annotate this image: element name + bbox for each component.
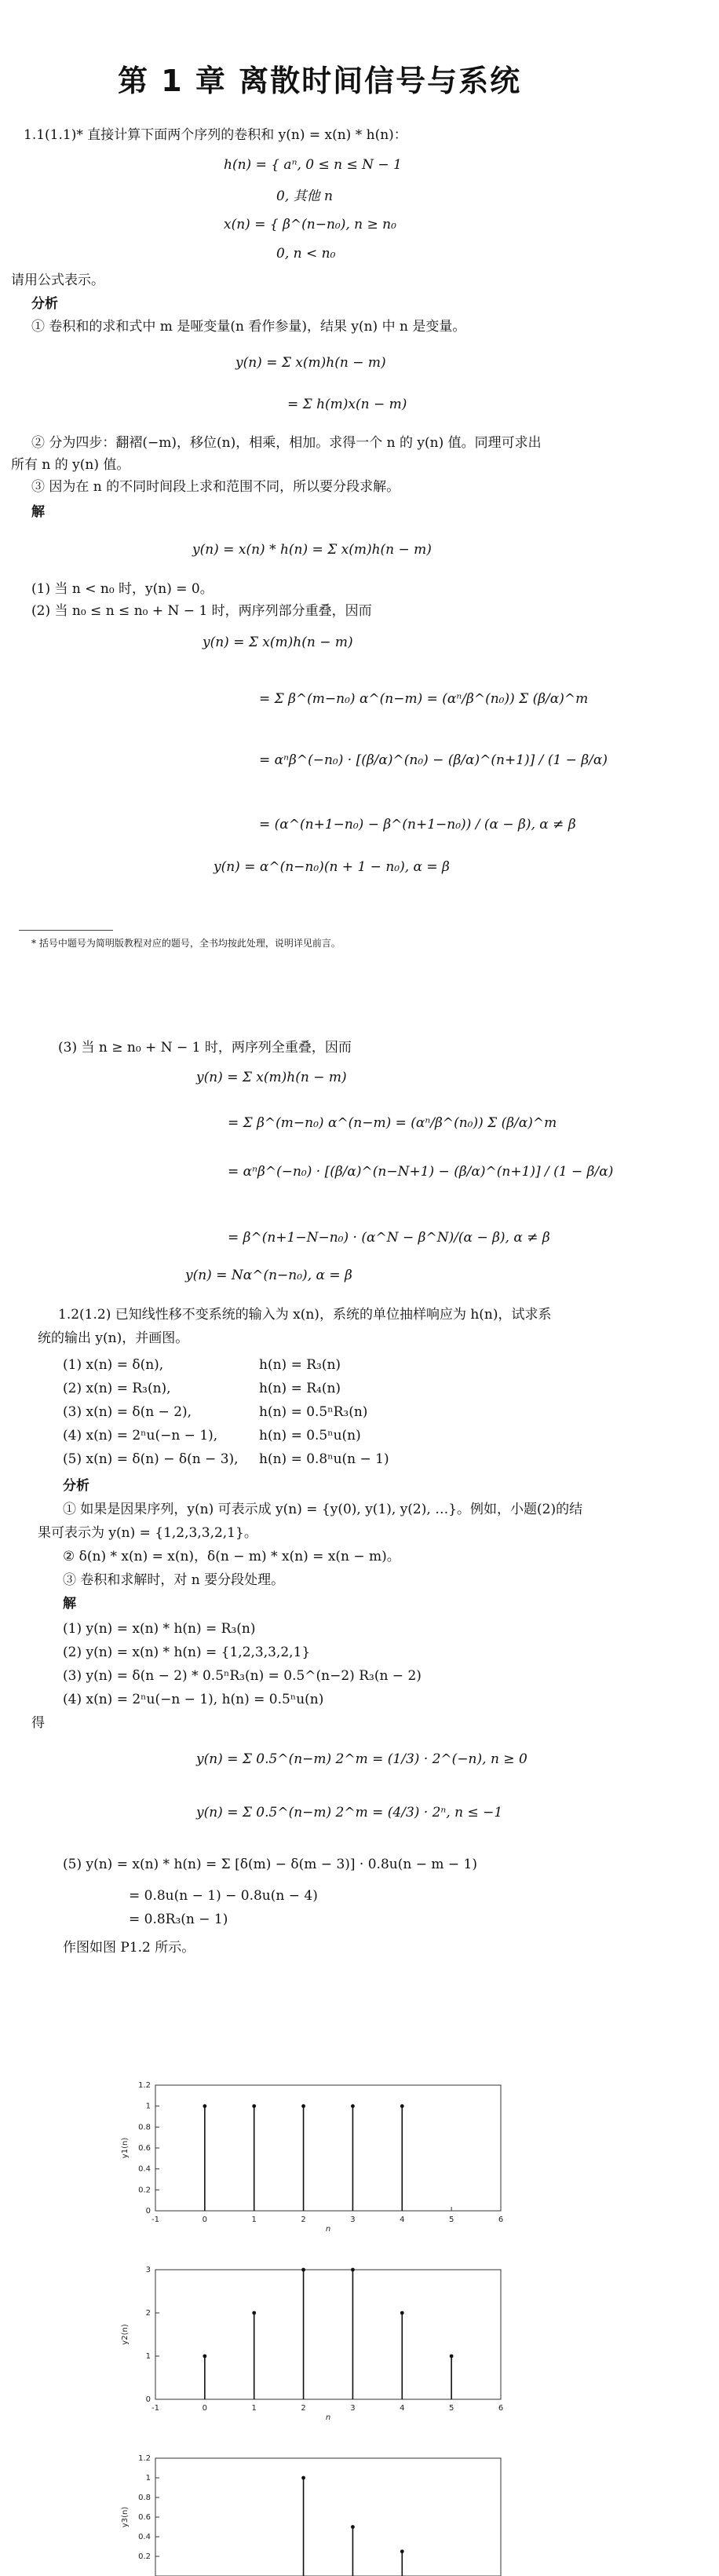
stem-marker xyxy=(351,2525,355,2529)
y-axis-label: y2(n) xyxy=(121,2324,130,2345)
x-definition-line1: x(n) = { β^(n−n₀), n ≥ n₀ xyxy=(224,217,396,232)
chapter-title: 第 1 章 离散时间信号与系统 xyxy=(118,64,522,98)
x-tick-label: -1 xyxy=(151,2404,159,2413)
item-3-h: h(n) = 0.5ⁿR₃(n) xyxy=(259,1404,368,1420)
problem-1-1-heading: 1.1(1.1)* 直接计算下面两个序列的卷积和 y(n) = x(n) * h(n)： xyxy=(24,127,407,143)
x-tick-label: 1 xyxy=(251,2404,257,2413)
analysis-2-item-2: ② δ(n) * x(n) = x(n)，δ(n − m) * x(n) = x(n − m)。 xyxy=(63,1549,400,1564)
analysis-label-1: 分析 xyxy=(31,296,58,312)
analysis-1-item-1: ① 卷积和的求和式中 m 是哑变量(n 看作参量)，结果 y(n) 中 n 是变量。 xyxy=(31,319,466,335)
x-tick-label: 4 xyxy=(400,2404,405,2413)
stem-marker xyxy=(450,2355,454,2358)
solution-eq-main: y(n) = x(n) * h(n) = Σ x(m)h(n − m) xyxy=(192,542,432,558)
x-tick-label: 5 xyxy=(448,2404,454,2413)
plot-frame-2 xyxy=(155,2270,501,2399)
y-tick-label: 1 xyxy=(145,2352,151,2361)
solution-label-1: 解 xyxy=(31,504,45,520)
x-tick-label: 3 xyxy=(350,2216,356,2224)
case-3-eq-3: = αⁿβ^(−n₀) · [(β/α)^(n−N+1) − (β/α)^(n+1)] / (1 − β/α) xyxy=(228,1164,614,1180)
case-3-eq-2: = Σ β^(m−n₀) α^(n−m) = (αⁿ/β^(n₀)) Σ (β/α)^m xyxy=(228,1115,557,1131)
result-2: (2) y(n) = x(n) * h(n) = {1,2,3,3,2,1} xyxy=(63,1645,311,1660)
case-2-eq-4: = (α^(n+1−n₀) − β^(n+1−n₀)) / (α − β), α ≠ β xyxy=(259,817,576,832)
result-4-eq-1: y(n) = Σ 0.5^(n−m) 2^m = (1/3) · 2^(−n), n ≥ 0 xyxy=(196,1751,527,1767)
problem-1-2-heading-b: 统的输出 y(n)，并画图。 xyxy=(38,1330,189,1346)
stem-marker xyxy=(203,2104,206,2108)
analysis-1-item-3: ③ 因为在 n 的不同时间段上求和范围不同，所以要分段求解。 xyxy=(31,479,400,495)
x-tick-label: 3 xyxy=(350,2404,356,2413)
conv-eq-2: = Σ h(m)x(n − m) xyxy=(287,397,407,412)
case-2: (2) 当 n₀ ≤ n ≤ n₀ + N − 1 时，两序列部分重叠，因而 xyxy=(31,603,372,619)
stem-marker xyxy=(301,2268,305,2272)
x-definition-line2: 0, n < n₀ xyxy=(276,246,336,262)
analysis-1-item-2b: 所有 n 的 y(n) 值。 xyxy=(11,457,130,473)
y-tick-label: 0 xyxy=(145,2207,151,2216)
plot-note: 作图如图 P1.2 所示。 xyxy=(63,1940,195,1956)
y-tick-label: 0.2 xyxy=(138,2186,151,2195)
case-2-eq-1: y(n) = Σ x(m)h(n − m) xyxy=(203,635,353,650)
stem-marker xyxy=(400,2104,404,2108)
case-3-eq-4: = β^(n+1−N−n₀) · (α^N − β^N)/(α − β), α ≠ β xyxy=(228,1230,550,1246)
analysis-2-item-1a: ① 如果是因果序列，y(n) 可表示成 y(n) = {y(0), y(1), y(2), …}。例如，小题(2)的结 xyxy=(63,1502,583,1517)
x-tick-label: 4 xyxy=(400,2216,405,2224)
item-1-h: h(n) = R₃(n) xyxy=(259,1357,341,1373)
case-3: (3) 当 n ≥ n₀ + N − 1 时，两序列全重叠，因而 xyxy=(58,1040,352,1056)
case-1: (1) 当 n < n₀ 时，y(n) = 0。 xyxy=(31,581,214,597)
plot-frame-3 xyxy=(155,2458,501,2576)
ask-formula: 请用公式表示。 xyxy=(11,273,104,288)
item-3-x: (3) x(n) = δ(n − 2), xyxy=(63,1404,192,1420)
item-4-x: (4) x(n) = 2ⁿu(−n − 1), xyxy=(63,1428,218,1444)
case-3-eq-5: y(n) = Nα^(n−n₀), α = β xyxy=(185,1268,352,1283)
stem-marker xyxy=(301,2476,305,2480)
x-tick-label: 6 xyxy=(498,2404,504,2413)
footnote: * 括号中题号为简明版教程对应的题号，全书均按此处理，说明详见前言。 xyxy=(31,938,341,949)
x-tick-label: 2 xyxy=(301,2404,306,2413)
stem-marker xyxy=(252,2104,256,2108)
x-axis-label: n xyxy=(325,2225,331,2234)
y-tick-label: 0.8 xyxy=(138,2123,151,2132)
item-2-x: (2) x(n) = R₃(n), xyxy=(63,1381,171,1396)
case-3-eq-1: y(n) = Σ x(m)h(n − m) xyxy=(196,1070,347,1085)
case-2-eq-5: y(n) = α^(n−n₀)(n + 1 − n₀), α = β xyxy=(214,859,450,875)
y-axis-label: y1(n) xyxy=(121,2137,130,2159)
y-tick-label: 3 xyxy=(145,2266,151,2274)
y-tick-label: 2 xyxy=(145,2309,151,2318)
y-tick-label: 1 xyxy=(145,2102,151,2111)
result-4-eq-2: y(n) = Σ 0.5^(n−m) 2^m = (4/3) · 2ⁿ, n ≤ −1 xyxy=(196,1805,503,1820)
x-tick-label: 0 xyxy=(202,2216,208,2224)
y-tick-label: 0.2 xyxy=(138,2552,151,2561)
result-1: (1) y(n) = x(n) * h(n) = R₃(n) xyxy=(63,1621,256,1637)
y-tick-label: 0.4 xyxy=(138,2164,151,2174)
stem-plots-figure xyxy=(118,2077,557,2576)
analysis-2-item-3: ③ 卷积和求解时，对 n 要分段处理。 xyxy=(63,1572,285,1588)
item-5-x: (5) x(n) = δ(n) − δ(n − 3), xyxy=(63,1451,239,1467)
stem-marker xyxy=(252,2311,256,2315)
result-5-line-3: = 0.8R₃(n − 1) xyxy=(129,1912,228,1927)
y-tick-label: 0.6 xyxy=(138,2144,151,2153)
de-label: 得 xyxy=(31,1715,45,1731)
x-tick-label: 0 xyxy=(202,2404,208,2413)
x-tick-label: 6 xyxy=(498,2216,504,2224)
analysis-2-item-1b: 果可表示为 y(n) = {1,2,3,3,2,1}。 xyxy=(38,1525,257,1541)
h-definition-line1: h(n) = { aⁿ, 0 ≤ n ≤ N − 1 xyxy=(224,157,402,173)
y-axis-label: y3(n) xyxy=(121,2506,130,2528)
y-tick-label: 0 xyxy=(145,2395,151,2404)
y-tick-label: 0.8 xyxy=(138,2494,151,2502)
footnote-rule xyxy=(19,930,113,931)
x-tick-label: 5 xyxy=(448,2216,454,2224)
y-tick-label: 0.4 xyxy=(138,2533,151,2541)
result-5: (5) y(n) = x(n) * h(n) = Σ [δ(m) − δ(m − 3)] · 0.8u(n − m − 1) xyxy=(63,1857,477,1872)
result-5-line-2: = 0.8u(n − 1) − 0.8u(n − 4) xyxy=(129,1888,318,1904)
x-tick-label: -1 xyxy=(151,2216,159,2224)
x-tick-label: 2 xyxy=(301,2216,306,2224)
stem-marker xyxy=(301,2104,305,2108)
case-2-eq-2: = Σ β^(m−n₀) α^(n−m) = (αⁿ/β^(n₀)) Σ (β/α)^m xyxy=(259,691,589,707)
problem-1-2-heading-a: 1.2(1.2) 已知线性移不变系统的输入为 x(n)，系统的单位抽样响应为 h(n)，试求系 xyxy=(58,1307,552,1323)
x-tick-label: 1 xyxy=(251,2216,257,2224)
stem-marker xyxy=(351,2104,355,2108)
y-tick-label: 1.2 xyxy=(138,2454,151,2463)
y-tick-label: 1 xyxy=(145,2474,151,2483)
analysis-label-2: 分析 xyxy=(63,1478,89,1494)
x-axis-label: n xyxy=(325,2413,331,2422)
stem-marker xyxy=(400,2549,404,2553)
y-tick-label: 1.2 xyxy=(138,2081,151,2090)
item-4-h: h(n) = 0.5ⁿu(n) xyxy=(259,1428,361,1444)
analysis-1-item-2a: ② 分为四步：翻褶(−m)，移位(n)，相乘，相加。求得一个 n 的 y(n) 值。同理可求出 xyxy=(31,435,542,451)
stem-marker xyxy=(351,2268,355,2272)
item-5-h: h(n) = 0.8ⁿu(n − 1) xyxy=(259,1451,389,1467)
stem-marker xyxy=(203,2355,206,2358)
stem-marker xyxy=(400,2311,404,2315)
case-2-eq-3: = αⁿβ^(−n₀) · [(β/α)^(n₀) − (β/α)^(n+1)] / (1 − β/α) xyxy=(259,752,608,768)
solution-label-2: 解 xyxy=(63,1596,76,1612)
h-definition-line2: 0, 其他 n xyxy=(276,188,333,204)
plot-frame-1 xyxy=(155,2085,501,2211)
result-3: (3) y(n) = δ(n − 2) * 0.5ⁿR₃(n) = 0.5^(n−2) R₃(n − 2) xyxy=(63,1668,422,1684)
item-2-h: h(n) = R₄(n) xyxy=(259,1381,341,1396)
conv-eq-1: y(n) = Σ x(m)h(n − m) xyxy=(235,355,386,371)
y-tick-label: 0.6 xyxy=(138,2513,151,2522)
result-4: (4) x(n) = 2ⁿu(−n − 1), h(n) = 0.5ⁿu(n) xyxy=(63,1692,324,1707)
item-1-x: (1) x(n) = δ(n), xyxy=(63,1357,164,1373)
